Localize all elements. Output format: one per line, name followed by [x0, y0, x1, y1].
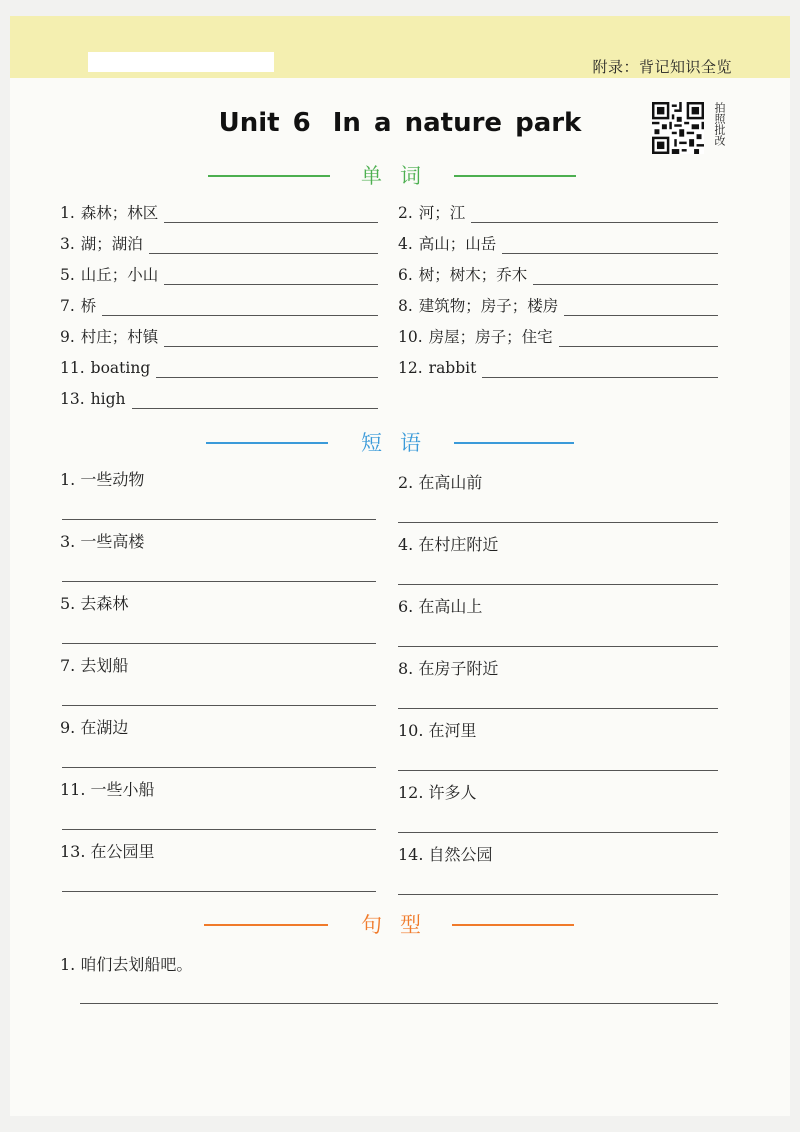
word-item: 12. rabbit	[398, 354, 718, 378]
word-item: 3. 湖；湖泊	[60, 230, 378, 254]
section-words-label: 单词	[361, 164, 439, 188]
section-words	[10, 160, 790, 190]
answer-blank[interactable]	[62, 891, 376, 892]
answer-blank[interactable]	[156, 359, 378, 378]
answer-blank[interactable]	[398, 708, 718, 709]
header-blank-box	[88, 52, 274, 72]
answer-blank[interactable]	[398, 522, 718, 523]
word-item: 4. 高山；山岳	[398, 230, 718, 254]
word-item: 8. 建筑物；房子；楼房	[398, 292, 718, 316]
answer-blank[interactable]	[471, 204, 718, 223]
phrase-item: 9. 在湖边	[60, 718, 129, 737]
answer-blank[interactable]	[398, 584, 718, 585]
answer-blank[interactable]	[62, 643, 376, 644]
appendix-label: 附录：背记知识全览	[592, 58, 732, 76]
phrase-item: 12. 许多人	[398, 783, 477, 802]
divider-line	[452, 924, 574, 926]
answer-blank[interactable]	[132, 390, 378, 409]
answer-blank[interactable]	[149, 235, 378, 254]
answer-blank[interactable]	[62, 767, 376, 768]
answer-blank[interactable]	[102, 297, 378, 316]
phrase-item: 13. 在公园里	[60, 842, 155, 861]
answer-blank[interactable]	[62, 829, 376, 830]
answer-blank[interactable]	[398, 770, 718, 771]
unit-number: Unit 6	[218, 108, 311, 138]
word-item: 13. high	[60, 385, 378, 409]
phrase-item: 11. 一些小船	[60, 780, 155, 799]
answer-blank[interactable]	[164, 266, 378, 285]
qr-code-icon[interactable]	[652, 102, 704, 154]
answer-blank[interactable]	[62, 581, 376, 582]
answer-blank[interactable]	[533, 266, 718, 285]
answer-blank[interactable]	[62, 519, 376, 520]
word-item: 9. 村庄；村镇	[60, 323, 378, 347]
qr-caption: 拍照批改	[713, 102, 726, 146]
sentence-item: 1. 咱们去划船吧。	[60, 955, 193, 974]
phrase-item: 7. 去划船	[60, 656, 129, 675]
answer-blank[interactable]	[80, 1003, 718, 1004]
answer-blank[interactable]	[398, 894, 718, 895]
answer-blank[interactable]	[164, 328, 378, 347]
divider-line	[454, 175, 576, 177]
answer-blank[interactable]	[482, 359, 718, 378]
word-item: 2. 河；江	[398, 199, 718, 223]
answer-blank[interactable]	[398, 646, 718, 647]
word-item: 11. boating	[60, 354, 378, 378]
answer-blank[interactable]	[564, 297, 718, 316]
answer-blank[interactable]	[62, 705, 376, 706]
phrase-item: 1. 一些动物	[60, 470, 145, 489]
answer-blank[interactable]	[502, 235, 718, 254]
section-phrases	[10, 427, 790, 457]
phrase-item: 4. 在村庄附近	[398, 535, 499, 554]
word-item: 6. 树；树木；乔木	[398, 261, 718, 285]
phrase-item: 8. 在房子附近	[398, 659, 499, 678]
worksheet-page	[10, 16, 790, 1116]
word-item: 5. 山丘；小山	[60, 261, 378, 285]
phrase-item: 2. 在高山前	[398, 473, 483, 492]
answer-blank[interactable]	[398, 832, 718, 833]
word-item: 1. 森林；林区	[60, 199, 378, 223]
phrase-item: 3. 一些高楼	[60, 532, 145, 551]
section-sentences-label: 句型	[361, 913, 439, 937]
phrase-item: 10. 在河里	[398, 721, 477, 740]
phrase-item: 14. 自然公园	[398, 845, 493, 864]
word-item: 7. 桥	[60, 292, 378, 316]
answer-blank[interactable]	[559, 328, 718, 347]
divider-line	[454, 442, 574, 444]
word-item: 10. 房屋；房子；住宅	[398, 323, 718, 347]
answer-blank[interactable]	[164, 204, 378, 223]
unit-topic: In a nature park	[332, 108, 582, 138]
phrase-item: 5. 去森林	[60, 594, 129, 613]
section-phrases-label: 短语	[361, 431, 439, 455]
phrase-item: 6. 在高山上	[398, 597, 483, 616]
section-sentences	[10, 909, 790, 939]
